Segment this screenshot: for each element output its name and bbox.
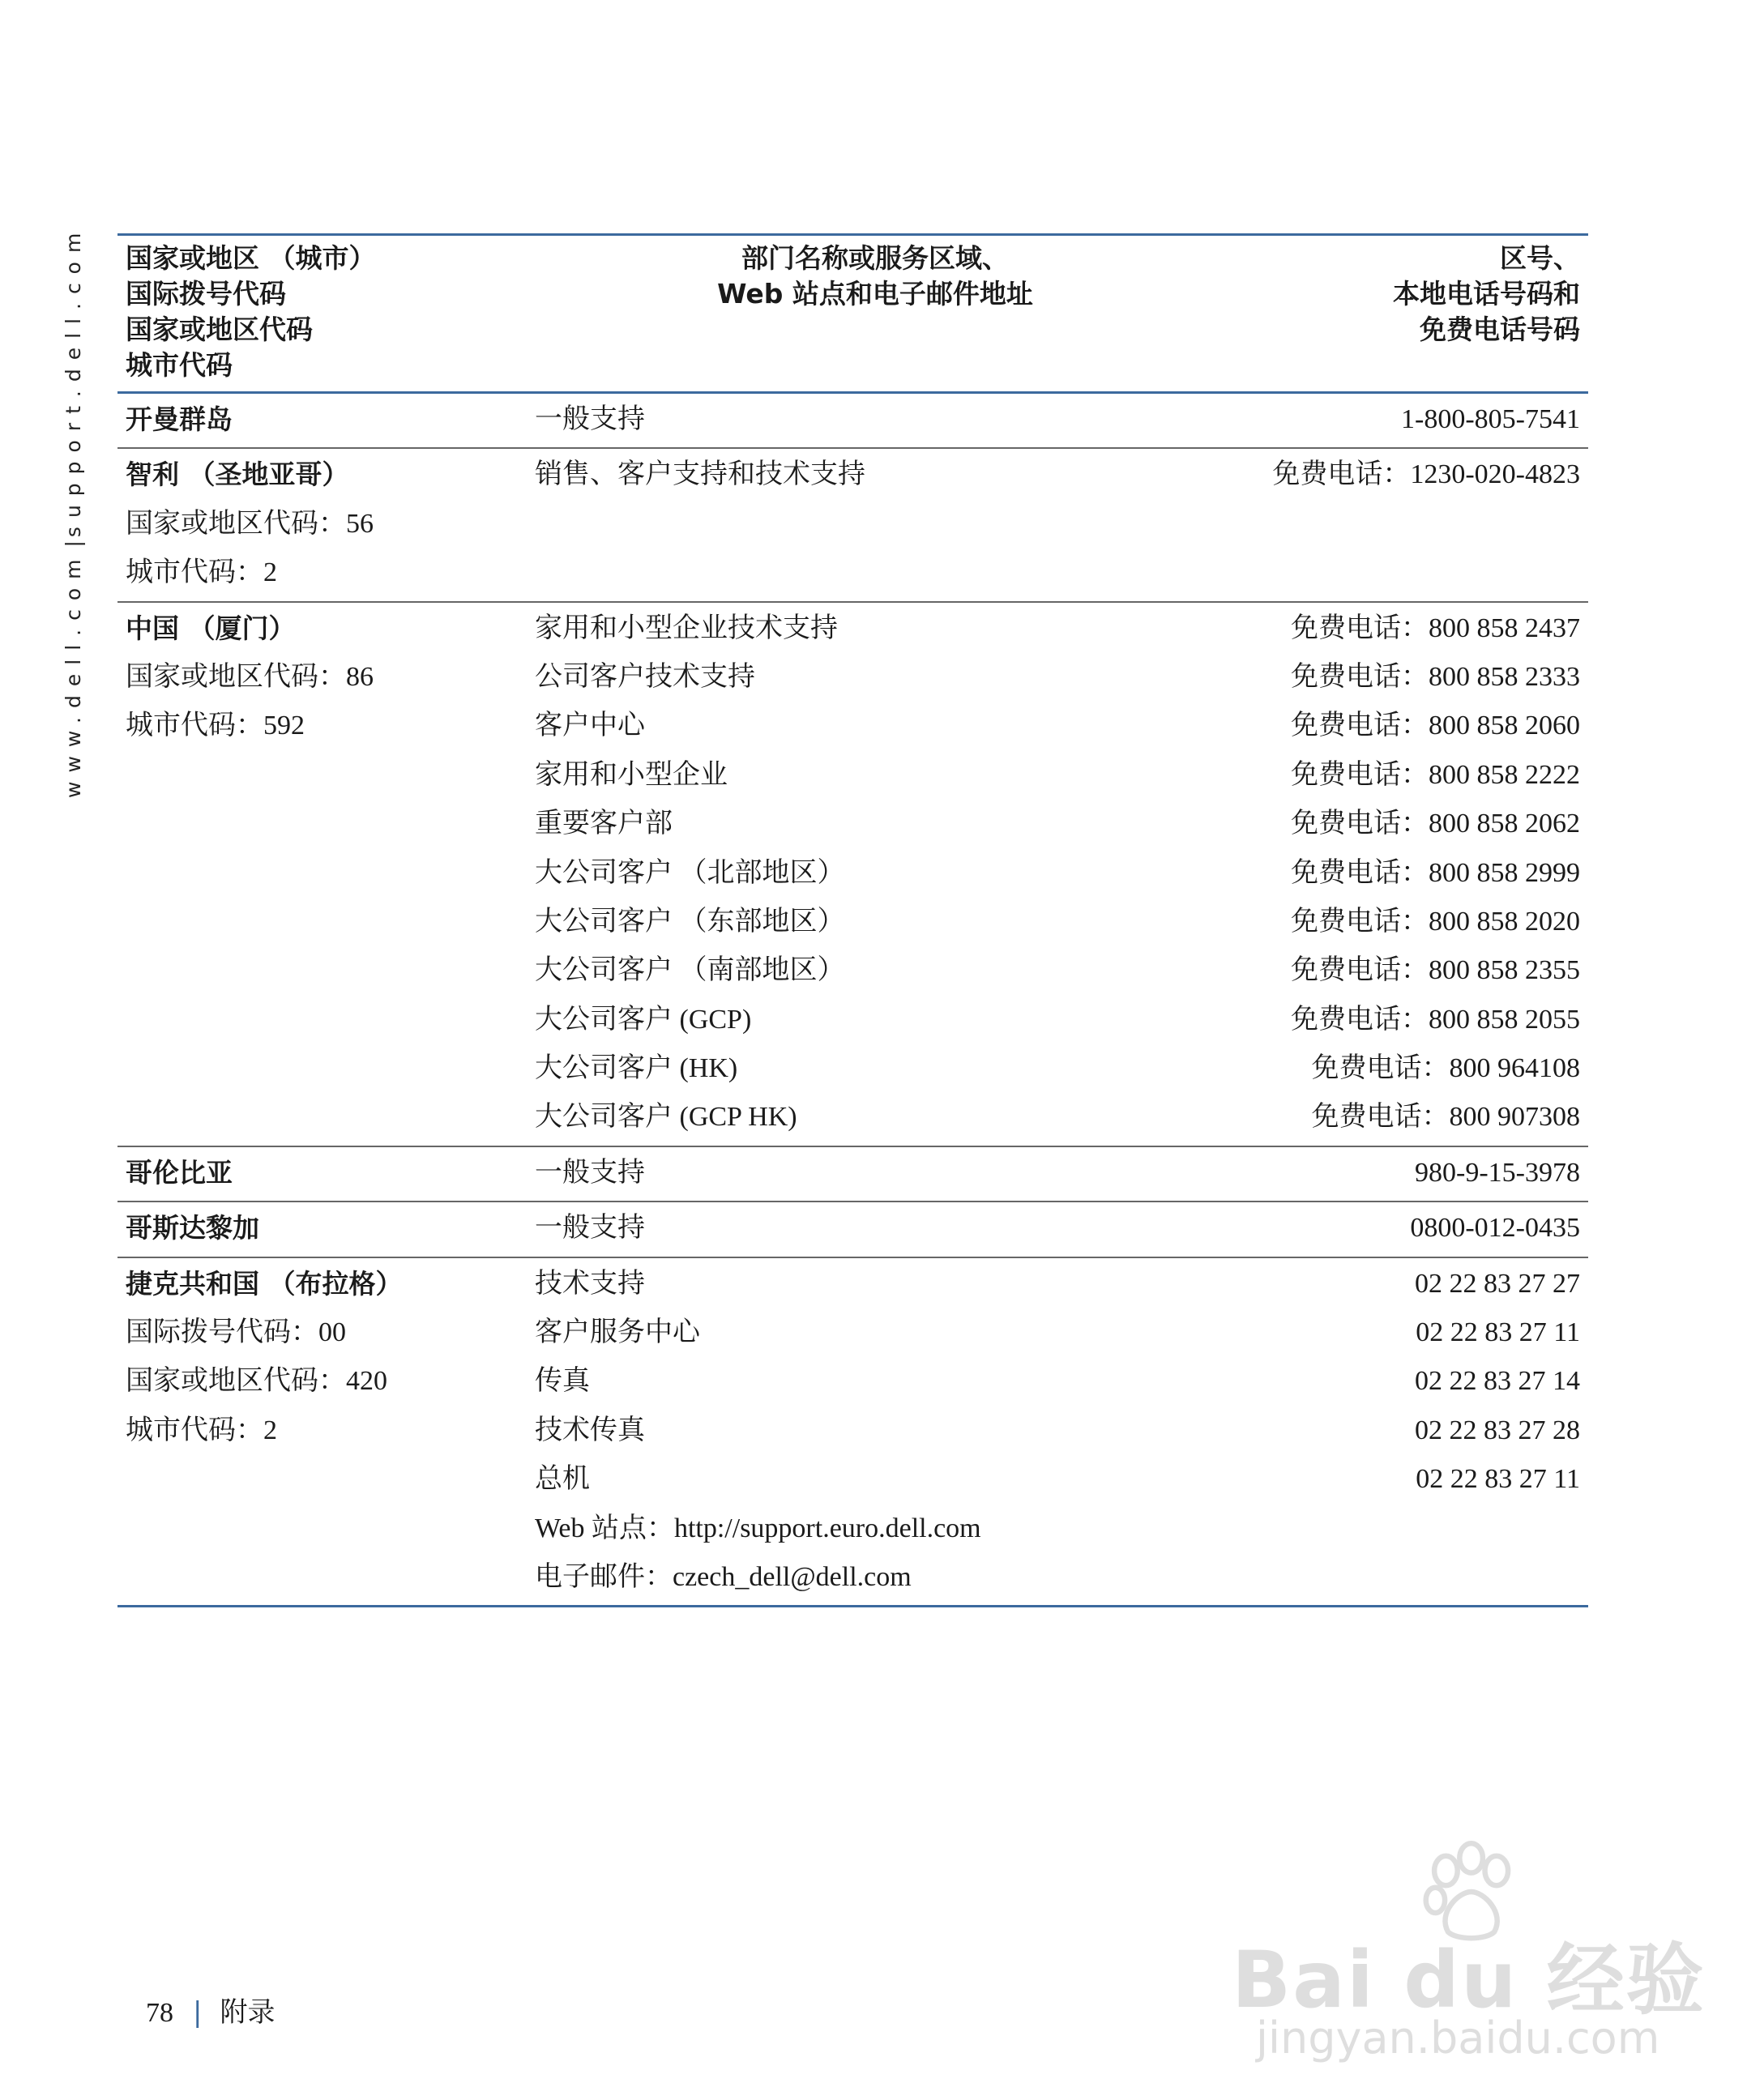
service-line: 重要客户部 [535, 809, 673, 839]
page-number: 78 [146, 1998, 173, 2028]
cell-numbers [1224, 602, 1588, 1146]
service-line: 大公司客户 （北部地区） [535, 857, 845, 888]
cell-country [117, 1257, 527, 1607]
cell-country [117, 602, 527, 1146]
page-footer [146, 1995, 275, 2031]
phone-number-line: 0800-012-0435 [1410, 1213, 1580, 1244]
table-row [117, 1146, 1588, 1202]
header-number-line: 本地电话号码和 [1393, 278, 1580, 309]
cell-country [117, 393, 527, 449]
cell-country [117, 448, 527, 601]
phone-number-line: 免费电话：800 964108 [1311, 1053, 1580, 1084]
service-line: 总机 [535, 1464, 590, 1495]
phone-number-line: 免费电话：800 858 2355 [1291, 955, 1580, 986]
cell-numbers [1224, 1146, 1588, 1202]
cell-country [117, 1146, 527, 1202]
phone-number-line: 免费电话：800 858 2222 [1291, 759, 1580, 790]
phone-number-line: 免费电话：800 858 2055 [1291, 1004, 1580, 1035]
cell-numbers [1224, 393, 1588, 449]
header-country-line: 国家或地区 （城市） [126, 242, 376, 274]
cell-services [527, 602, 1224, 1146]
service-line: 大公司客户 （东部地区） [535, 906, 845, 937]
service-line: 公司客户技术支持 [535, 661, 755, 692]
phone-number-line: 02 22 83 27 27 [1415, 1268, 1580, 1299]
country-line: 国家或地区代码：86 [126, 661, 374, 692]
phone-number-line: 免费电话：800 858 2020 [1291, 906, 1580, 937]
phone-number-line: 980-9-15-3978 [1415, 1157, 1580, 1188]
country-name: 捷克共和国 （布拉格） [126, 1267, 403, 1300]
service-line: 大公司客户 (HK) [535, 1053, 738, 1084]
phone-number-line: 免费电话：800 858 2333 [1291, 661, 1580, 692]
country-name: 哥斯达黎加 [126, 1212, 259, 1244]
header-country-line: 国际拨号代码 [126, 278, 286, 309]
service-line: 传真 [535, 1366, 590, 1397]
cell-services [527, 1146, 1224, 1202]
footer-separator: | [193, 1996, 203, 2029]
phone-number-line: 免费电话：1230-020-4823 [1272, 459, 1580, 490]
service-line: 家用和小型企业技术支持 [535, 612, 838, 643]
country-name: 开曼群岛 [126, 403, 233, 435]
section-title: 附录 [220, 1998, 276, 2028]
country-line: 国家或地区代码：56 [126, 508, 374, 539]
service-line: 大公司客户 (GCP HK) [535, 1102, 797, 1133]
table-row [117, 393, 1588, 449]
service-line: 客户中心 [535, 711, 645, 741]
service-line: 销售、客户支持和技术支持 [535, 459, 865, 490]
country-name: 智利 （圣地亚哥） [126, 459, 349, 491]
service-line: 客户服务中心 [535, 1317, 700, 1348]
table-header [117, 235, 1588, 393]
service-line: 家用和小型企业 [535, 759, 728, 790]
header-service-column [527, 235, 1224, 393]
header-number-column [1224, 235, 1588, 393]
country-line: 城市代码：2 [126, 1415, 277, 1445]
cell-country [117, 1202, 527, 1257]
table-body [117, 393, 1588, 1607]
table-row [117, 1202, 1588, 1257]
header-number-line: 免费电话号码 [1420, 314, 1580, 345]
table-row [117, 1257, 1588, 1607]
service-line: 技术传真 [535, 1415, 645, 1445]
phone-number-line: 02 22 83 27 11 [1416, 1317, 1580, 1348]
country-name: 中国 （厦门） [126, 612, 296, 644]
header-country-line: 国家或地区代码 [126, 314, 313, 345]
watermark-brand: Bai du 经验 [1232, 1935, 1706, 2025]
country-line: 国家或地区代码：420 [126, 1366, 387, 1397]
service-line: 一般支持 [535, 404, 645, 434]
table-row [117, 602, 1588, 1146]
service-line: 大公司客户 （南部地区） [535, 955, 845, 986]
header-service-line: Web 站点和电子邮件地址 [717, 278, 1033, 309]
service-line: 电子邮件：czech_dell@dell.com [535, 1561, 912, 1592]
service-line: Web 站点：http://support.euro.dell.com [535, 1513, 981, 1543]
country-line: 城市代码：592 [126, 711, 305, 741]
side-url-www: www.dell.com [62, 550, 85, 798]
cell-numbers [1224, 448, 1588, 601]
side-url-support: support.dell.com [62, 224, 85, 538]
header-country-line: 城市代码 [126, 349, 233, 381]
contact-directory-table [117, 233, 1588, 1607]
phone-number-line: 免费电话：800 907308 [1311, 1102, 1580, 1133]
country-line: 城市代码：2 [126, 557, 277, 588]
cell-services [527, 448, 1224, 601]
watermark-url: jingyan.baidu.com [1256, 2012, 1660, 2064]
phone-number-line: 免费电话：800 858 2062 [1291, 809, 1580, 839]
cell-numbers [1224, 1257, 1588, 1607]
phone-number-line: 免费电话：800 858 2437 [1291, 612, 1580, 643]
service-line: 大公司客户 (GCP) [535, 1004, 752, 1035]
phone-number-line: 1-800-805-7541 [1401, 404, 1580, 434]
table-row [117, 448, 1588, 601]
phone-number-line: 免费电话：800 858 2060 [1291, 711, 1580, 741]
service-line: 一般支持 [535, 1157, 645, 1188]
header-number-line: 区号、 [1500, 242, 1580, 274]
header-service-line: 部门名称或服务区域、 [741, 242, 1009, 274]
phone-number-line: 02 22 83 27 28 [1415, 1415, 1580, 1445]
country-line: 国际拨号代码：00 [126, 1317, 346, 1348]
side-url-separator: | [62, 540, 85, 548]
cell-services [527, 393, 1224, 449]
service-line: 一般支持 [535, 1213, 645, 1244]
side-url-text [62, 224, 85, 798]
country-name: 哥伦比亚 [126, 1156, 233, 1189]
service-line: 技术支持 [535, 1268, 645, 1299]
header-country-column [117, 235, 527, 393]
baidu-watermark [1232, 1839, 1706, 2074]
phone-number-line: 免费电话：800 858 2999 [1291, 857, 1580, 888]
cell-numbers [1224, 1202, 1588, 1257]
phone-number-line: 02 22 83 27 14 [1415, 1366, 1580, 1397]
cell-services [527, 1202, 1224, 1257]
cell-services [527, 1257, 1224, 1607]
phone-number-line: 02 22 83 27 11 [1416, 1464, 1580, 1495]
